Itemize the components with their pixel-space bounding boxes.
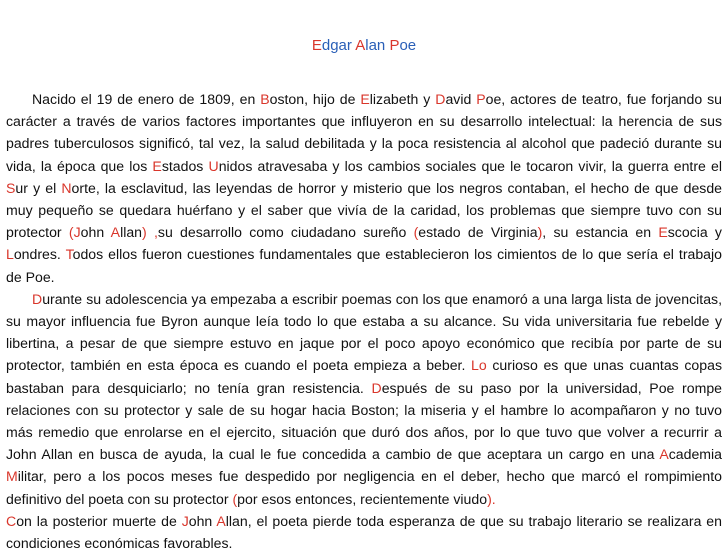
- text-run: odos ellos fueron cuestiones fundamentales que establecieron los cimientos de lo que sería el trabajo de Poe.: [6, 246, 722, 285]
- paragraph-3: [6, 510, 722, 554]
- text-run: estado de Virginia: [418, 224, 538, 241]
- document-body: [6, 88, 722, 554]
- paragraph-2: [6, 288, 722, 510]
- text-run: lan: [365, 37, 390, 54]
- highlighted-text: C: [6, 512, 17, 529]
- highlighted-text: A: [110, 224, 121, 241]
- highlighted-text: D: [435, 91, 446, 107]
- text-run: lizabeth y: [369, 91, 436, 107]
- text-run: , su estancia en: [542, 224, 659, 241]
- text-run: oston, hijo de: [269, 91, 361, 107]
- text-run: ohn: [188, 512, 217, 529]
- highlighted-text: D: [371, 379, 382, 396]
- highlighted-text: (: [68, 224, 74, 241]
- text-run: su desarrollo como ciudadano sureño: [157, 224, 414, 241]
- text-run: on la posterior muerte de: [16, 512, 182, 529]
- highlighted-text: J: [181, 512, 189, 529]
- text-run: ohn: [80, 224, 111, 241]
- highlighted-text: N: [61, 179, 72, 196]
- text-run: scocia y: [667, 224, 722, 241]
- text-run: curioso es que unas cuantas copas bastaban para desquiciarlo; no tenía gran resistencia.: [6, 357, 722, 396]
- highlighted-text: ) ,: [142, 224, 158, 241]
- highlighted-text: J: [73, 224, 81, 241]
- text-run: avid: [445, 91, 477, 107]
- text-run: nidos atravesaba y los cambios sociales que le tocaron vivir, la guerra entre el: [218, 157, 723, 174]
- highlighted-text: ): [537, 224, 543, 241]
- text-run: Nacido el 19 de enero de 1809, en: [32, 91, 261, 107]
- highlighted-text: L: [6, 246, 14, 263]
- highlighted-text: T: [65, 246, 73, 263]
- text-run: espués de su paso por la universidad, Poe rompe relaciones con su protector y sale de su hogar hacia Boston; la miseria y el hambre lo acompañaron y no tuvo más remedio que enrolarse en el ejercito, situación que duró dos años, por lo que tuvo que volver a recurrir a John Allan en busca de ayuda, la cual le fue concedida a cambio de que aceptara un cargo en una: [6, 379, 722, 463]
- text-run: oe: [399, 37, 417, 54]
- highlighted-text: P: [389, 37, 400, 54]
- text-run: dgar: [321, 37, 356, 54]
- highlighted-text: P: [476, 91, 486, 107]
- document-title: [0, 36, 728, 56]
- highlighted-text: ).: [487, 490, 496, 507]
- text-run: urante su adolescencia ya empezaba a escribir poemas con los que enamoró a una larga lista de jovencitas, su mayor influencia fue Byron aunque leía todo lo que estaba a su alcance. Su vida universitaria fue rebelde y libertina, a pesar de que siempre estuvo en jaque por el poco apoyo económico que recibía por parte de su protector, también en esta época es cuando el poeta empieza a beber.: [6, 290, 722, 374]
- highlighted-text: A: [216, 512, 226, 529]
- highlighted-text: Lo: [471, 357, 487, 374]
- highlighted-text: E: [658, 224, 668, 241]
- text-run: ilitar, pero a los pocos meses fue despedido por negligencia en el deber, hecho que marcó el rompimiento definitivo del poeta con su protector: [6, 468, 722, 507]
- highlighted-text: M: [6, 468, 18, 485]
- highlighted-text: S: [6, 179, 16, 196]
- text-run: oe, actores de teatro, fue forjando su carácter a través de varios factores importantes que influyeron en su desarrollo intelectual: la herencia de sus padres tuberculosos significó, tal vez, la salud debilitada y la poca resistencia al alcohol que padeció durante su vida, la época que los: [6, 91, 722, 174]
- text-run: stados: [161, 157, 209, 174]
- text-run: cademia: [668, 446, 722, 463]
- text-run: por esos entonces, recientemente viudo: [237, 490, 488, 507]
- text-run: ur y el: [15, 179, 62, 196]
- paragraph-1: [6, 88, 722, 288]
- highlighted-text: E: [311, 37, 322, 54]
- highlighted-text: B: [260, 91, 270, 107]
- highlighted-text: D: [32, 290, 43, 307]
- text-run: ondres.: [13, 246, 66, 263]
- text-run: orte, la esclavitud, las leyendas de horror y misterio que los negros contaban, el hecho de que desde muy pequeño se quedara huérfano y el saber que vivía de la caridad, los problemas que siempre tuvo con su protector: [6, 179, 723, 241]
- highlighted-text: (: [413, 224, 419, 241]
- highlighted-text: E: [360, 91, 370, 107]
- highlighted-text: A: [659, 446, 669, 463]
- highlighted-text: (: [232, 490, 238, 507]
- text-run: llan: [120, 224, 143, 241]
- highlighted-text: U: [208, 157, 219, 174]
- highlighted-text: A: [355, 37, 366, 54]
- highlighted-text: E: [152, 157, 162, 174]
- text-run: llan, el poeta pierde toda esperanza de que su trabajo literario se realizara en condiciones económicas favorables.: [6, 512, 722, 552]
